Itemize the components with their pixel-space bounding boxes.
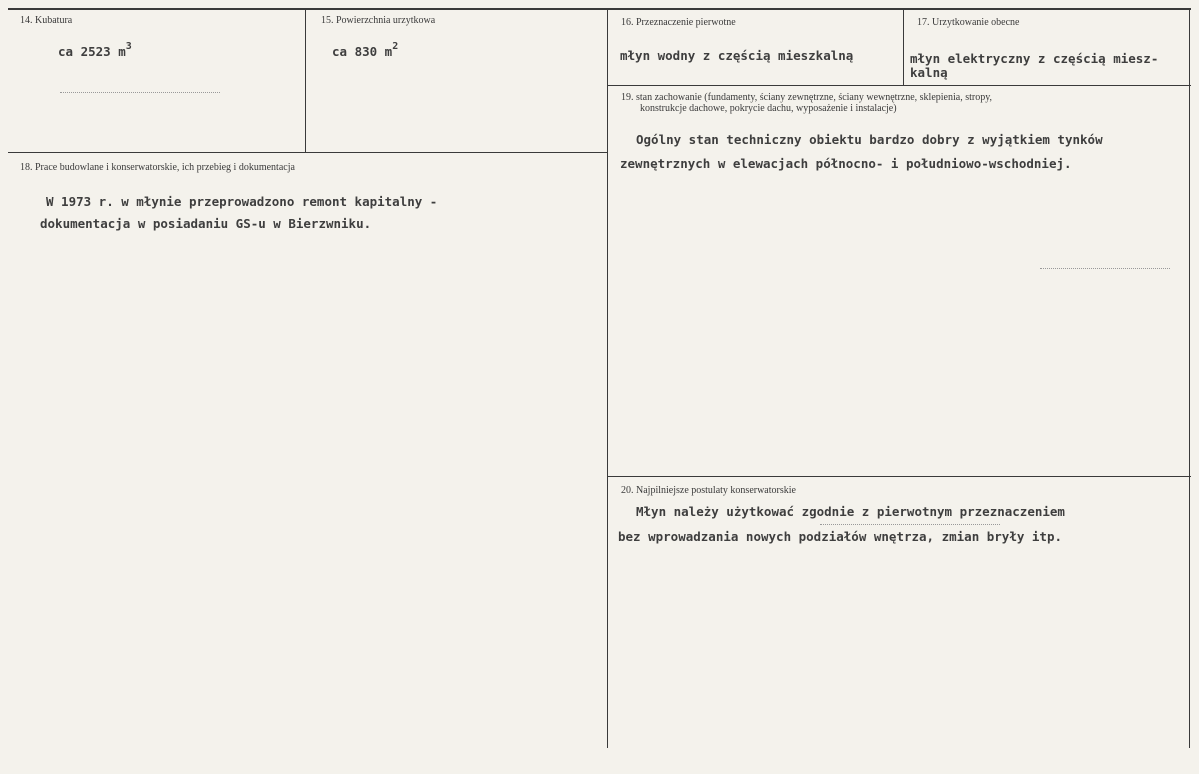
label-kubatura: 14. Kubatura — [20, 15, 73, 26]
value-prace-line1: W 1973 r. w młynie przeprowadzono remont kapitalny - — [46, 194, 438, 209]
label-postulaty: 20. Najpilniejsze postulaty konserwatorskie — [621, 485, 796, 496]
value-postulaty-line1: Młyn należy użytkować zgodnie z pierwotnym przeznaczeniem — [636, 504, 1065, 519]
value-stan-line1: Ogólny stan techniczny obiektu bardzo dobry z wyjątkiem tynków — [636, 132, 1103, 147]
value-postulaty-line2: bez wprowadzania nowych podziałów wnętrza, zmian bryły itp. — [618, 529, 1063, 544]
label-przeznaczenie: 16. Przeznaczenie pierwotne — [621, 17, 736, 28]
value-przeznaczenie: młyn wodny z częścią mieszkalną — [620, 48, 854, 63]
value-prace-line2: dokumentacja w posiadaniu GS-u w Bierzwniku. — [40, 216, 372, 231]
divider-col-3 — [903, 8, 904, 86]
value-stan-line2: zewnętrznych w elewacjach północno- i południowo-wschodniej. — [620, 156, 1072, 171]
value-powierzchnia — [332, 38, 398, 63]
label-powierzchnia: 15. Powierzchnia urzytkowa — [321, 15, 436, 26]
divider-lower-right — [608, 476, 1191, 477]
label-stan-zachowania-line2: konstrukcje dachowe, pokrycie dachu, wyposażenie i instalacje) — [640, 103, 897, 114]
label-uzytkowanie: 17. Urzytkowanie obecne — [917, 17, 1020, 28]
value-kubatura — [58, 38, 132, 63]
value-uzytkowanie-line1: młyn elektryczny z częścią miesz- — [910, 51, 1159, 66]
value-kubatura-exponent: 3 — [125, 41, 132, 52]
divider-upper-left — [8, 152, 608, 153]
right-border — [1189, 8, 1190, 748]
divider-upper-right — [608, 85, 1191, 86]
faint-trace — [820, 524, 1000, 525]
divider-col-1 — [305, 8, 306, 153]
label-stan-zachowania-line1: 19. stan zachowanie (fundamenty, ściany zewnętrzne, ściany wewnętrzne, sklepienia, stropy, — [621, 92, 993, 103]
label-prace-budowlane: 18. Prace budowlane i konserwatorskie, ich przebieg i dokumentacja — [20, 162, 295, 173]
faint-trace — [1040, 268, 1170, 269]
divider-col-2 — [607, 8, 608, 748]
faint-trace — [60, 92, 220, 93]
value-powierzchnia-text: ca 830 m — [332, 44, 393, 60]
value-powierzchnia-exponent: 2 — [392, 41, 399, 52]
value-uzytkowanie-line2: kalną — [910, 65, 948, 80]
value-kubatura-text: ca 2523 m — [58, 44, 126, 60]
top-border — [8, 8, 1191, 10]
